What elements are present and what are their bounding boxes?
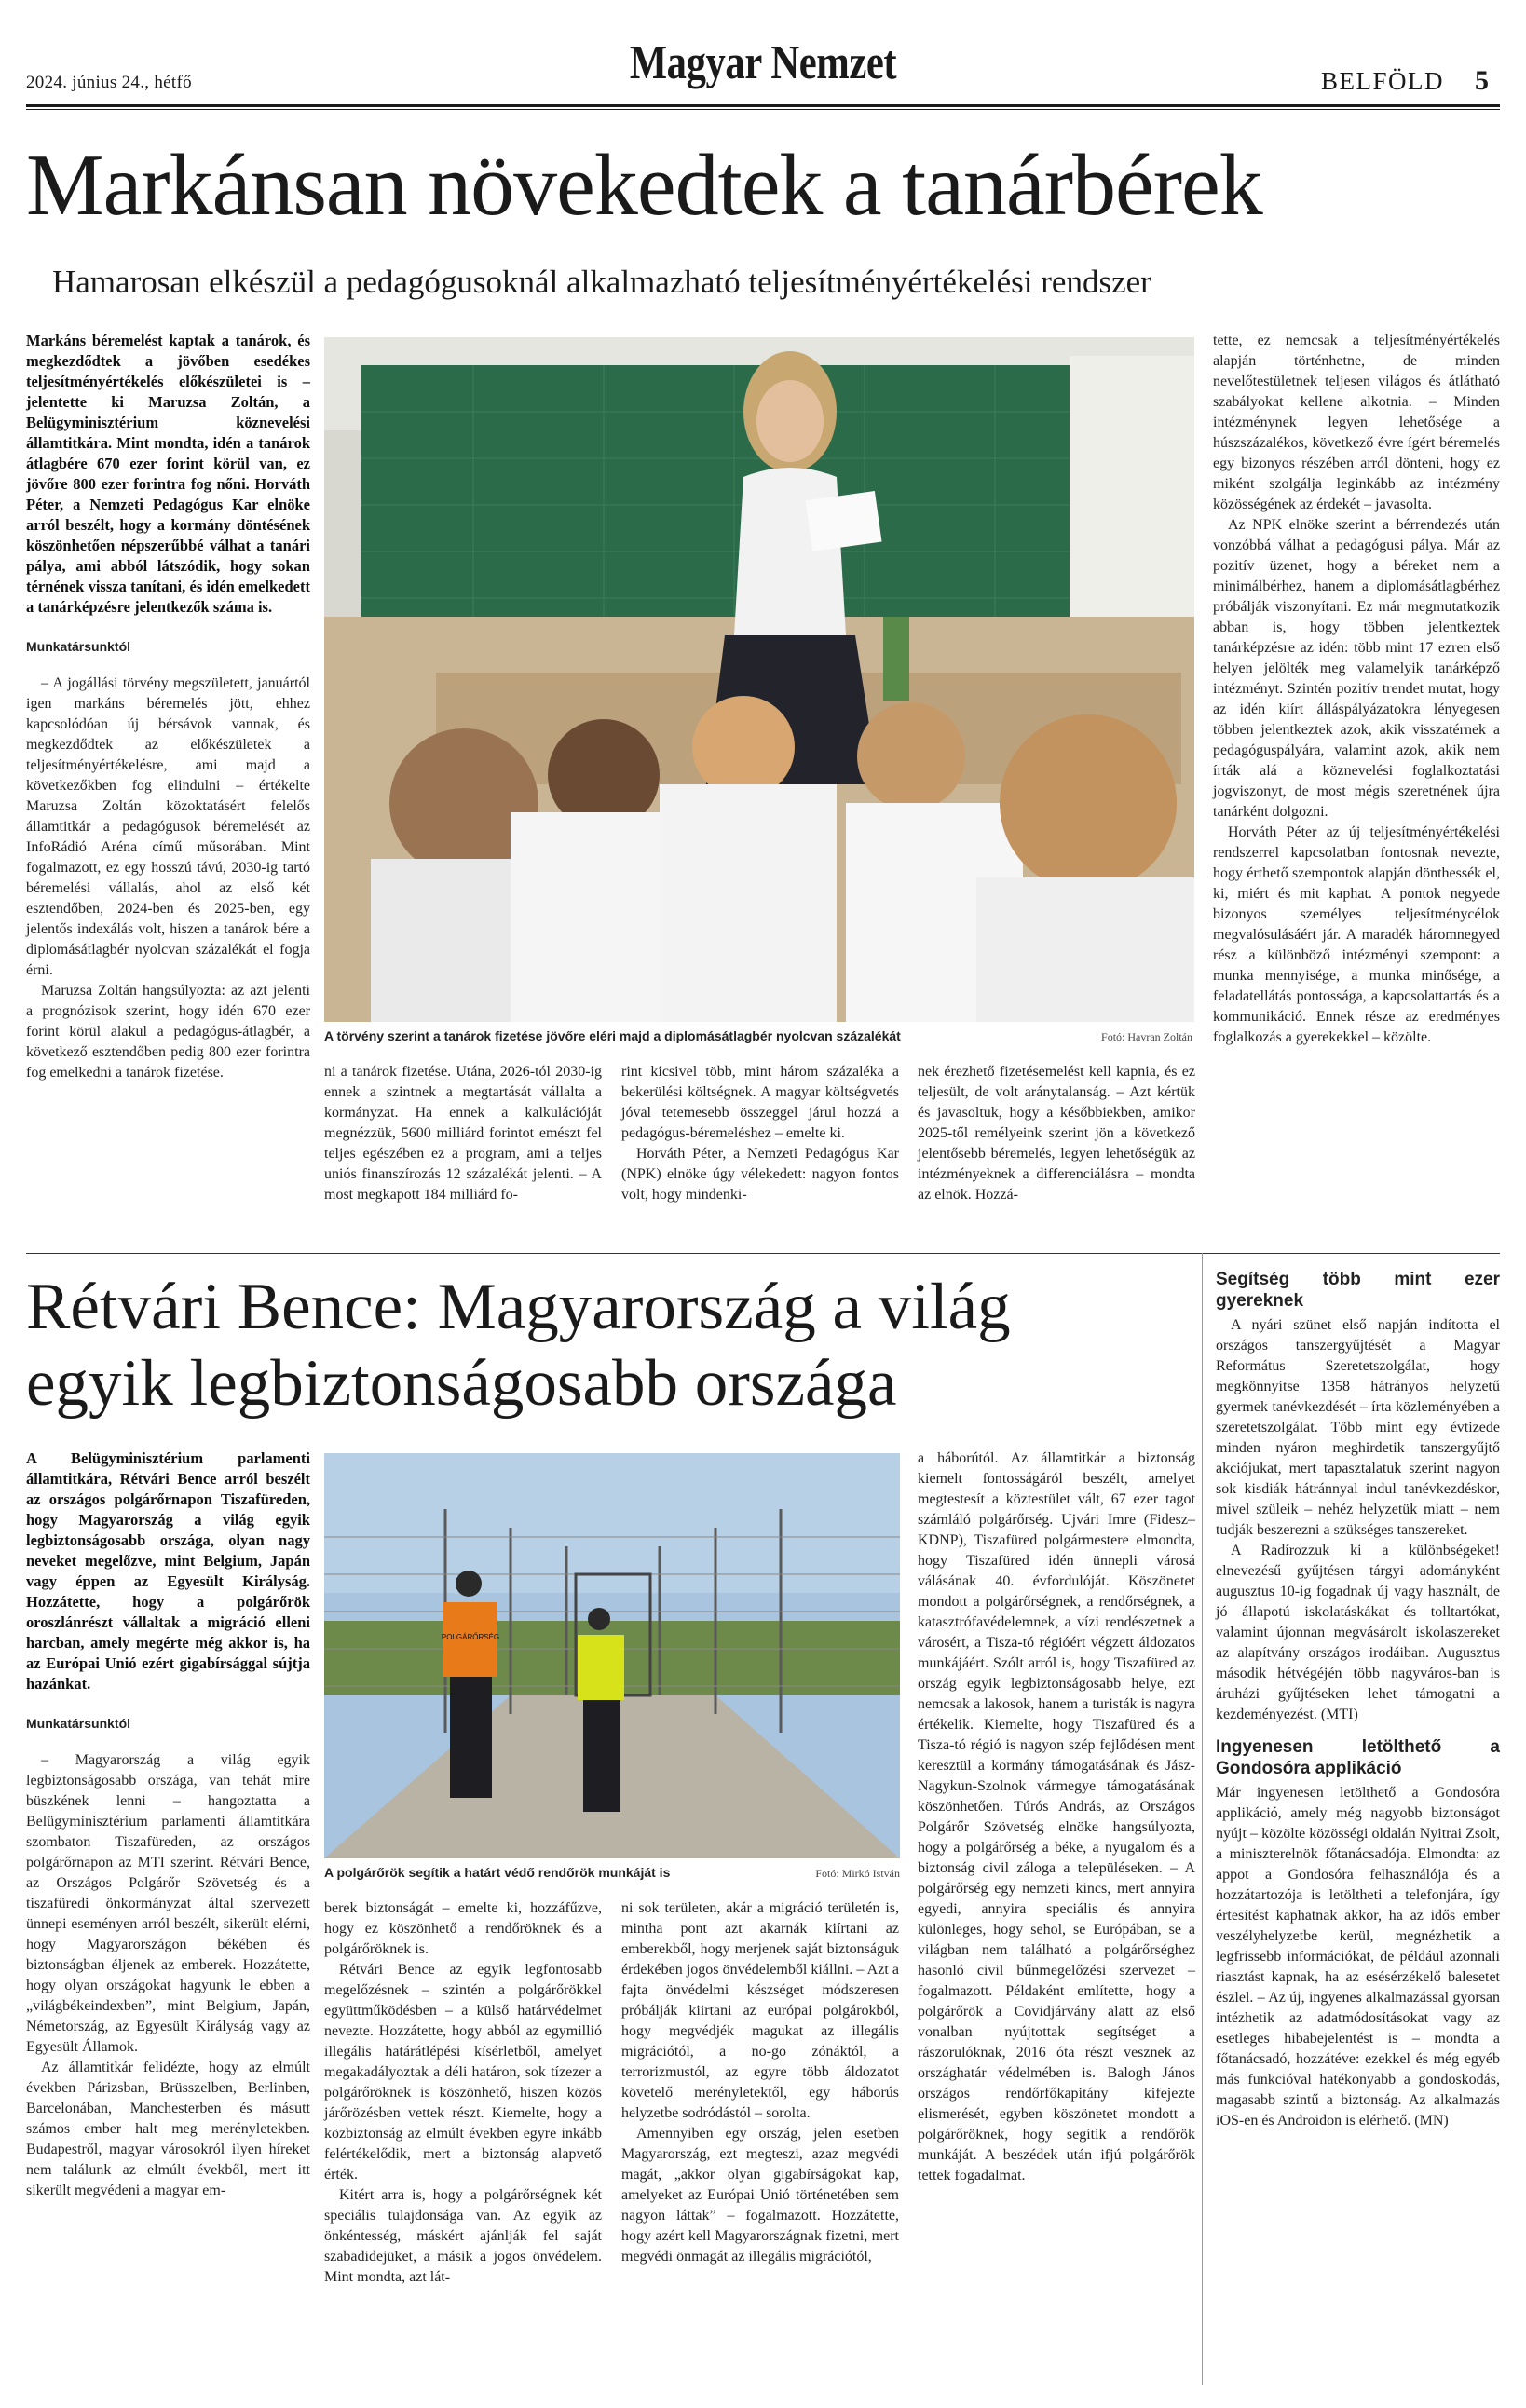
article2-paragraph: a háborútól. Az államtitkár a biztonság kiemelt fontosságáról beszélt, amelyet megtestesít a köztestület vált, 67 ezer tagot számláló polgárőrség. Ujvári Imre (Fidesz–KDNP), Tiszafüred polgármestere elmondta, hogy Tiszafüred idén ünnepli városá válásának 40. évfordulóját. Köszönetet mondott a polgárőrségnek, a rendőrségnek, a katasztrófavédelemnek, a vízi rendészetnek a városért, a Tisza-tó régióért végzett áldozatos munkájáért. Szólt arról is, hogy Tiszafüred az ország egyik legbiztonságosabb helye, ezt nemcsak a lakosok, hanem a turisták is nagyra értékelik. Kiemelte, hogy Tiszafüred és a Tisza-tó régió is nagyon szép fejlődésen ment keresztül a kormány támogatásának és Jász-Nagykun-Szolnok vármegye támogatásának köszönhetően. Túrós András, az Országos Polgárőr Szövetség elnöke hangsúlyozta, hogy a polgárőrség a béke, a nyugalom és a biztonság civil záloga a településeken. – A polgárőrség egy nemzeti kincs, mert annyira egyedi, annyira speciális és annyira különleges, hogy sehol, se Európában, se a világban nem található a polgárőrséghez hasonló civil bűnmegelőzési szervezet – fogalmazott. Példaként említette, hogy a polgárőrök a Covidjárvány alatt az első vonalban nyújtottak segítséget a rászorulóknak, 2016 óta részt vesznek az országhatár védelmében is. Balogh János országos rendőrfőkapitány kifejezte elismerését, egyben köszönetet mondott a polgárőröknek, hogy segítik a rendőrök munkáját. A beszédek után ifjú polgárőrök tettek fogadalmat. [918,1450,1195,2184]
masthead-logo: Magyar Nemzet [629,36,897,89]
article1-right-col [1213,331,1500,1048]
section-name: BELFÖLD [1321,67,1444,95]
article2-paragraph: ni sok területen, akár a migráció területén is, mintha pont azt akarnák kiírtani az emberekből, hogy merjenek saját biztonságuk érdekében jogos önvédelemből kiállni. – Azt a fajta önvédelmi készséget módszeresen próbálják kiirtani az európai polgárokból, hogy megvédjék magukat az illegális migrációtól, a no-go zónáktól, a terrorizmustól, az egyre több áldozatot követelő merényletektől, egy háborús helyzetbe sodródástól – sorolta. [621,1900,899,2121]
article1-paragraph: Az NPK elnöke szerint a bérrendezés után vonzóbbá válhat a pedagógusi pálya. Már az pozitív üzenet, hogy a béreket nem a minimálbérhez, hanem a diplomásátlagbérhez próbálják viszonyítani. Ez már megmutatkozik abban is, hogy többen jelentkeztek tanárképzésre az idén: több mint 17 ezren első helyen jelölték meg valamelyik tanárképző intézményt. Szintén pozitív trendet mutat, hogy az idén kiírt álláspályázatokra lényegesen többen jelentkeztek azok, akik visszatérnek a pedagóguspályára, valamint azok, akik nem írták alá a köznevelési foglalkoztatási jogviszonyt, de most mégis szeretnének újra tanárként dolgozni. [1213,517,1500,820]
article1-col4 [918,1062,1195,1205]
article1-paragraph: rint kicsivel több, mint három százaléka a bekerülési költségnek. A magyar költségvetés jóval tetemesebb összeggel járul hozzá a pedagógus-béremeléshez – emelte ki. [621,1064,899,1141]
classroom-photo-image [324,337,1194,1022]
article2-paragraph: berek biztonságát – emelte ki, hozzáfűzve, hogy ez köszönhető a rendőröknek és a polgárőröknek is. [324,1900,602,1957]
border-patrol-photo-image [324,1453,900,1858]
article2-col1 [26,1449,310,2201]
article1-paragraph: Horváth Péter, a Nemzeti Pedagógus Kar (NPK) elnöke úgy vélekedett: nagyon fontos volt, hogy mindenki- [621,1146,899,1203]
article1-subtitle: Hamarosan elkészül a pedagógusoknál alkalmazható teljesítményértékelési rendszer [52,264,1151,300]
article2-paragraph: – Magyarország a világ egyik legbiztonságosabb országa, van tehát mire büszkének lenni – hangoztatta a Belügyminisztérium parlamenti államtitkára szombaton Tiszafüreden, az országos polgárőrnapon az MTI szerint. Rétvári Bence, az Országos Polgárőr Szövetség és a tiszafüredi önkormányzat által szervezett ünnepi eseményen arról beszélt, sikerült elérni, hogy Magyarországon békében és biztonságban éljenek az emberek. Hozzátette, hogy olyan országokat hagyunk le ebben a „világbékeindexben”, mint Belgium, Japán, Németország, az Egyesült Királyság vagy az Egyesült Államok. [26,1752,310,2055]
sidebar-divider [1202,1253,1203,2385]
article2-title-line: Rétvári Bence: Magyarország a világ [26,1271,1011,1343]
header-rule [26,104,1500,107]
sidebar-box1-title: Segítség több mint ezer gyereknek [1216,1270,1500,1311]
article1-photo-caption: A törvény szerint a tanárok fizetése jövőre eléri majd a diplomásátlagbér nyolcvan százalékát [324,1028,901,1043]
article1-col2 [324,1062,602,1205]
article1-title: Markánsan növekedtek a tanárbérek [26,137,1262,234]
article2-lead: A Belügyminisztérium parlamenti államtitkára, Rétvári Bence arról beszélt az országos polgárőrnapon Tiszafüreden, hogy Magyarország a világ egyik legbiztonságosabb országa, olyan nagy neveket megelőzve, mint Belgium, Japán vagy éppen az Egyesült Királyság. Hozzátette, hogy a polgárőrök oroszlánrészt vállaltak a migráció elleni harcban, amely megérte még akkor is, ha az Európai Unió ezért gigabírsággal sújtja hazánkat. [26,1449,310,1693]
article1-paragraph: ni a tanárok fizetése. Utána, 2026-tól 2030-ig ennek a szintnek a megtartását vállalta a kormányzat. Ha ennek a kalkulációját megnézzük, 5600 milliárd forintot emészt fel teljes egészében ez a program, ami a teljes uniós finanszírozás 12 százalékát jelenti. – A most megkapott 184 milliárd fo- [324,1064,602,1203]
article1-paragraph: Maruzsa Zoltán hangsúlyozta: az azt jelenti a prognózisok szerint, hogy idén 670 ezer forint körül alakul a pedagógus-átlagbér, a következő esztendőben pedig 800 ezer forintra fog emelkedni a tanárok fizetése. [26,983,310,1081]
article1-paragraph: nek érezhető fizetésemelést kell kapnia, és ez teljesült, de volt aránytalanság. – Azt kértük és javasoltuk, hogy a későbbiekben, amikor 2025-től remélyeink szerint jön a következő jelentősebb béremelés, legyen lehetőségük az intézményeknek a differenciálásra – mondta az elnök. Hozzá- [918,1064,1195,1203]
article2-paragraph: Kitért arra is, hogy a polgárőrségnek két speciális tulajdonsága van. Az egyik az önkéntesség, máskért ajánlják fel saját szabadidejüket, a másik a jogos önvédelem. Mint mondta, azt lát- [324,2187,602,2285]
article2-col4 [918,1449,1195,2186]
sidebar-paragraph: A Radírozzuk ki a különbségeket! elnevezésű gyűjtésen tárgyi adományként augusztus 10-ig fogadnak új vagy használt, de jó állapotú iskolatáskákat és tolltartókat, valamint újonnan megvásárolt iskolaszereket az alapítvány országos irodáiban. Augusztus második hétvégéjén több nagyváros-ban is áruházi gyűjtéseken lehet támogatni a kezdeményezést. (MTI) [1216,1543,1500,1722]
border-patrol-photo [324,1453,900,1858]
article1-paragraph: Horváth Péter az új teljesítményértékelési rendszerrel kapcsolatban fontosnak nevezte, hogy érthető szempontok alapján dönthessék el, ki, miért és mit kaphat. A pontok negyede bizonyos személyes teljesítménycélok megvalósulásáért jár. A maradék háromnegyed rész a különböző intézményi szempont: a munka mennyisége, a munka minősége, a feladatellátás pontossága, a kapcsolattartás és a kommunikáció. Ennek része az eredményes foglalkozás a gyerekekkel – közölte. [1213,824,1500,1045]
article1-col1 [26,331,310,1083]
article1-lead: Markáns béremelést kaptak a tanárok, és megkezdődtek a jövőben esedékes teljesítményértékelés előkészületei is – jelentette ki Maruzsa Zoltán, a Belügyminisztérium köznevelési államtitkára. Mint mondta, idén a tanárok átlagbére 670 ezer forint körül van, ez jövőre 800 ezer forintra fog nőni. Horváth Péter, a Nemzeti Pedagógus Kar elnöke arról beszélt, hogy a kormány döntésének köszönhetően népszerűbbé válhat a tanári pálya, ami abból látszódik, hogy sokan térnének vissza tanítani, és idén emelkedett a tanárképzésre jelentkezők száma is. [26,332,310,616]
article2-title [26,1269,1011,1422]
article2-paragraph: Rétvári Bence az egyik legfontosabb megelőzésnek – szintén a polgárőrökkel együttműködésben – a külső határvédelmet nevezte. Hozzátette, hogy abból az egymillió illegális határátlépési kísérletből, amelyet megakadályoztak a déli határon, sok tízezer a polgárőröknek is köszönhető, hiszen közös járőrözésben vettek részt. Kiemelte, hogy a közbiztonság az elmúlt években egyre inkább felértékelődik, mert a biztonság alapvető érték. [324,1962,602,2183]
article2-col2 [324,1898,602,2288]
sidebar-paragraph: A nyári szünet első napján indította el országos tanszergyűjtését a Magyar Református Szeretetszolgálat, hogy megkönnyítse 1358 hátrányos helyzetű gyermek tanévkezdését – írta közleményében a szeretetszolgálat. Több mint egy évtizede minden nyáron meghirdetik tanszergyűjtő akciójukat, mert tapasztalatuk szerint nagyon sok kisdiák hátránnyal indul tanévkezdéskor, mivel szüleik – nehéz helyzetük miatt – nem tudják beszerezni a szükséges tanszereket. [1216,1317,1500,1538]
header-rule-thin [26,109,1500,110]
article2-photo-credit: Fotó: Mirkó István [815,1867,900,1880]
article1-byline: Munkatársunktól [26,639,131,654]
classroom-photo [324,337,1194,1022]
vest-label: POLGÁRŐRSÉG [441,1633,500,1641]
article2-paragraph: Amennyiben egy ország, jelen esetben Magyarország, ezt megteszi, azaz megvédi magát, „akkor olyan gigabírságokat kap, amelyeket az Európai Unió történetében sem nagyon láttak” – fogalmazott. Hozzátette, hogy azért kell Magyarországnak fizetni, mert megvédi önmagát az illegális migrációtól, [621,2126,899,2265]
header-date: 2024. június 24., hétfő [26,73,192,92]
article2-paragraph: Az államtitkár felidézte, hogy az elmúlt években Párizsban, Brüsszelben, Berlinben, Barcelonában, Manchesterben és másutt számos ember halt meg merényletekben. Budapestről, magyar városokról ilyen híreket nem találunk az elmúlt évekből, mert itt sikerült megvédeni a magyar em- [26,2060,310,2198]
article2-title-line: egyik legbiztonságosabb országa [26,1347,897,1420]
article1-photo-credit: Fotó: Havran Zoltán [1101,1030,1192,1043]
article1-col3 [621,1062,899,1205]
article2-photo-caption: A polgárőrök segítik a határt védő rendőrök munkáját is [324,1865,671,1880]
article1-paragraph: – A jogállási törvény megszületett, januártól igen markáns béremelés jött, ehhez kapcsolódóan új bérsávok vannak, és megkezdődtek az előkészületek a teljesítményértékelésre, ami majd a következőkben fog elindulni – értékelte Maruzsa Zoltán közoktatásért felelős államtitkár a pedagógusok béremelését az InfoRádió Aréna című műsorában. Mint fogalmazott, ez egy hosszú távú, 2030-ig tartó béremelési vállalás, ahol az első két esztendőben, 2024-ben és 2025-ben, egy jelentős indexálás volt, hiszen a tanárok bére a diplomásátlagbér nyolcvan százalékát el fogja érni. [26,675,310,978]
article2-byline: Munkatársunktól [26,1716,131,1731]
sidebar-box2-title: Ingyenesen letölthető a Gondosóra applikáció [1216,1737,1500,1778]
article1-paragraph: tette, ez nemcsak a teljesítményértékelés alapján történhetne, de minden nevelőtestületnek teljesen világos és átlátható szabályokat kellene alkotnia. – Minden intézménynek legyen lehetősége a húszszázalékos, következő évre ígért béremelés egy bizonyos részében arról dönteni, hogy ez miként szolgálja leginkább az intézmény közösségének az érdekét – javasolta. [1213,333,1500,512]
sidebar-paragraph: Már ingyenesen letölthető a Gondosóra applikáció, amely még nagyobb biztonságot nyújt – közölte közösségi oldalán Nyitrai Zsolt, a miniszterelnök főtanácsadója. Elmondta: az appot a Gondosóra felhasználója és a hozzátartozója is letöltheti a telefonjára, így értesítést kaphatnak akkor, ha az idős ember veszélyhelyzetbe kerül, megnézhetik a legfrissebb információkat, de például azonnali riasztást kapnak, ha az esésérzékelő balesetet észlel. – Az új, ingyenes alkalmazással gyorsan intézhetik az adatmódosításokat vagy az esetleges hibabejelentést is – mondta a főtanácsadó, hozzátéve: ezekkel és még egyéb más funkcióval hatékonyabb a gondoskodás, magasabb szintű a biztonság. Az alkalmazás iOS-en és Androidon is elérhető. (MN) [1216,1785,1500,2129]
article2-col3 [621,1898,899,2267]
article-divider [26,1253,1500,1254]
page-number: 5 [1475,65,1489,96]
sidebar [1216,1269,1500,2131]
